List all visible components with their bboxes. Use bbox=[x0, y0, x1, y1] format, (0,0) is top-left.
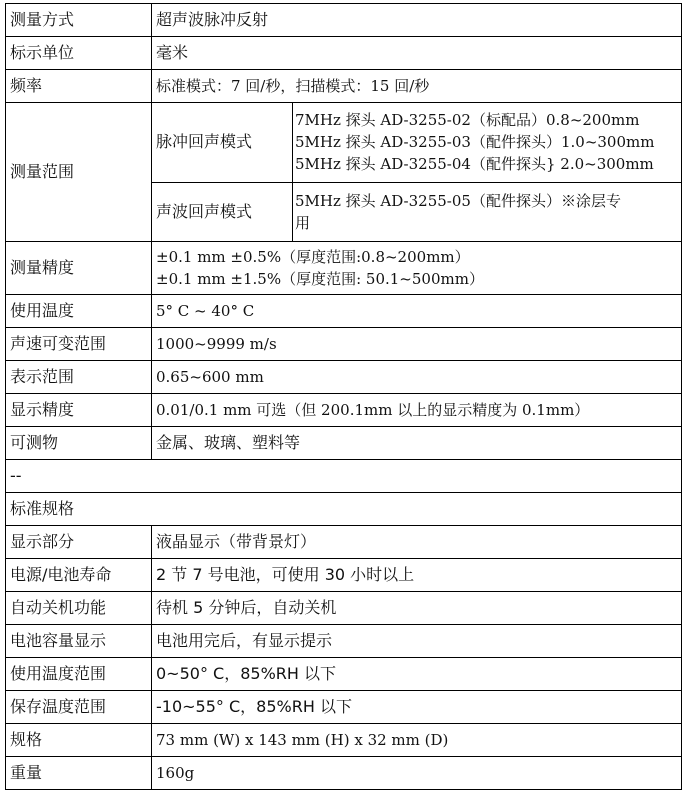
range-line: 7MHz 探头 AD-3255-02（标配品）0.8~200mm bbox=[295, 111, 640, 130]
table-row bbox=[6, 592, 682, 625]
section-title-row bbox=[6, 493, 682, 526]
row-value: -10~55° C，85%RH 以下 bbox=[152, 691, 682, 724]
row-label: 显示部分 bbox=[6, 526, 152, 559]
table-row bbox=[6, 658, 682, 691]
table-row bbox=[6, 427, 682, 460]
table-row bbox=[6, 691, 682, 724]
row-label: 测量方式 bbox=[6, 4, 152, 37]
table-row bbox=[6, 559, 682, 592]
table-row bbox=[6, 625, 682, 658]
row-label: 电源/电池寿命 bbox=[6, 559, 152, 592]
separator-row bbox=[6, 460, 682, 493]
row-value: 金属、玻璃、塑料等 bbox=[152, 427, 682, 460]
row-value: 2 节 7 号电池，可使用 30 小时以上 bbox=[152, 559, 682, 592]
row-value: 标准模式：7 回/秒，扫描模式：15 回/秒 bbox=[152, 70, 682, 103]
row-value: 0~50° C，85%RH 以下 bbox=[152, 658, 682, 691]
table-row bbox=[6, 242, 682, 295]
range-line: 5MHz 探头 AD-3255-04（配件探头} 2.0~300mm bbox=[295, 155, 654, 174]
table-row bbox=[6, 103, 682, 183]
table-row bbox=[6, 757, 682, 790]
row-value: 0.65~600 mm bbox=[152, 361, 682, 394]
row-value: 超声波脉冲反射 bbox=[152, 4, 682, 37]
accuracy-line: ±0.1 mm ±0.5%（厚度范围:0.8~200mm） bbox=[156, 248, 470, 266]
row-label: 声速可变范围 bbox=[6, 328, 152, 361]
row-value: 电池用完后，有显示提示 bbox=[152, 625, 682, 658]
row-label: 使用温度范围 bbox=[6, 658, 152, 691]
pulse-echo-ranges bbox=[293, 103, 682, 183]
row-label: 自动关机功能 bbox=[6, 592, 152, 625]
row-label: 显示精度 bbox=[6, 394, 152, 427]
table-row bbox=[6, 295, 682, 328]
table-row bbox=[6, 4, 682, 37]
row-label: 可测物 bbox=[6, 427, 152, 460]
sonic-echo-ranges bbox=[293, 182, 682, 241]
table-row bbox=[6, 724, 682, 757]
row-label: 规格 bbox=[6, 724, 152, 757]
sub-label-sonic-echo: 声波回声模式 bbox=[152, 182, 293, 241]
sub-label-pulse-echo: 脉冲回声模式 bbox=[152, 103, 293, 183]
range-line: 5MHz 探头 AD-3255-05（配件探头）※涂层专 bbox=[295, 191, 621, 210]
row-label: 使用温度 bbox=[6, 295, 152, 328]
range-line: 5MHz 探头 AD-3255-03（配件探头）1.0~300mm bbox=[295, 133, 655, 152]
section-title: 标准规格 bbox=[6, 493, 682, 526]
row-label: 测量范围 bbox=[6, 103, 152, 242]
row-value: 待机 5 分钟后，自动关机 bbox=[152, 592, 682, 625]
range-line: 用 bbox=[295, 213, 311, 232]
row-value: 0.01/0.1 mm 可选（但 200.1mm 以上的显示精度为 0.1mm） bbox=[152, 394, 682, 427]
row-value: 液晶显示（带背景灯） bbox=[152, 526, 682, 559]
row-value: 73 mm (W) x 143 mm (H) x 32 mm (D) bbox=[152, 724, 682, 757]
row-value: 毫米 bbox=[152, 37, 682, 70]
row-label: 保存温度范围 bbox=[6, 691, 152, 724]
row-label: 电池容量显示 bbox=[6, 625, 152, 658]
row-label: 测量精度 bbox=[6, 242, 152, 295]
table-row bbox=[6, 394, 682, 427]
spec-table bbox=[5, 3, 682, 790]
accuracy-lines bbox=[152, 242, 682, 295]
table-row bbox=[6, 361, 682, 394]
row-label: 重量 bbox=[6, 757, 152, 790]
row-label: 表示范围 bbox=[6, 361, 152, 394]
table-row bbox=[6, 70, 682, 103]
table-row bbox=[6, 37, 682, 70]
row-value: 160g bbox=[152, 757, 682, 790]
table-row bbox=[6, 526, 682, 559]
row-label: 频率 bbox=[6, 70, 152, 103]
table-row bbox=[6, 328, 682, 361]
row-value: 1000~9999 m/s bbox=[152, 328, 682, 361]
separator: -- bbox=[6, 460, 682, 493]
row-label: 标示单位 bbox=[6, 37, 152, 70]
row-value: 5° C ~ 40° C bbox=[152, 295, 682, 328]
accuracy-line: ±0.1 mm ±1.5%（厚度范围: 50.1~500mm） bbox=[156, 270, 484, 288]
